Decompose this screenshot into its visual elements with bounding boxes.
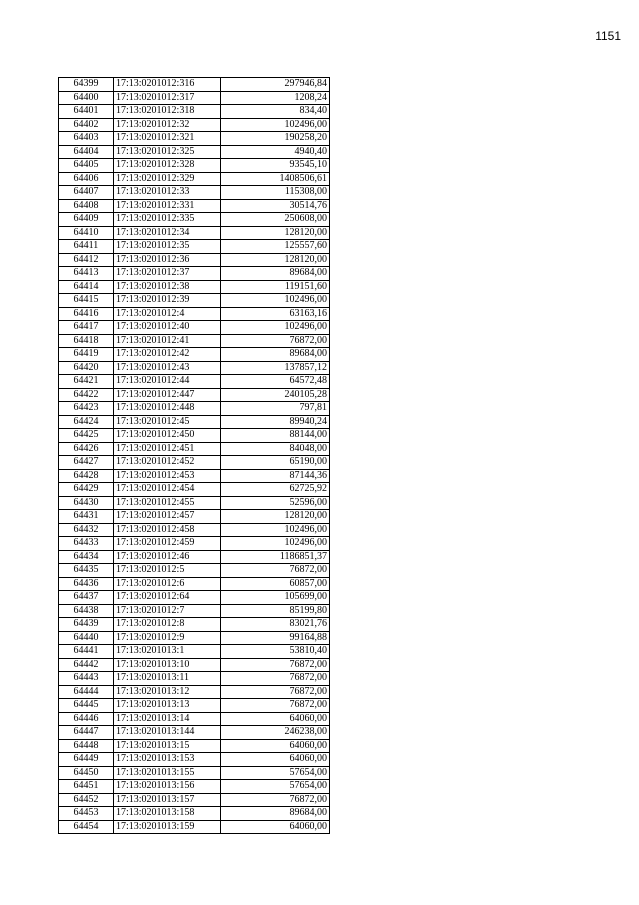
row-number-cell: 64399 — [59, 78, 114, 92]
cadastral-number-cell: 17:13:0201012:33 — [114, 186, 221, 200]
table-body — [59, 78, 330, 834]
cadastral-number-cell: 17:13:0201013:15 — [114, 739, 221, 753]
row-number-cell: 64427 — [59, 456, 114, 470]
cadastral-value-cell: 246238,00 — [221, 726, 330, 740]
cadastral-number-cell: 17:13:0201012:41 — [114, 334, 221, 348]
row-number-cell: 64452 — [59, 793, 114, 807]
cadastral-number-cell: 17:13:0201012:458 — [114, 523, 221, 537]
cadastral-number-cell: 17:13:0201012:42 — [114, 348, 221, 362]
row-number-cell: 64436 — [59, 577, 114, 591]
row-number-cell: 64414 — [59, 280, 114, 294]
table-row — [59, 658, 330, 672]
cadastral-number-cell: 17:13:0201012:37 — [114, 267, 221, 281]
table-row — [59, 334, 330, 348]
row-number-cell: 64439 — [59, 618, 114, 632]
cadastral-value-cell: 105699,00 — [221, 591, 330, 605]
cadastral-number-cell: 17:13:0201012:450 — [114, 429, 221, 443]
cadastral-value-cell: 62725,92 — [221, 483, 330, 497]
cadastral-value-cell: 76872,00 — [221, 658, 330, 672]
cadastral-number-cell: 17:13:0201013:153 — [114, 753, 221, 767]
cadastral-value-cell: 57654,00 — [221, 780, 330, 794]
cadastral-value-cell: 88144,00 — [221, 429, 330, 443]
cadastral-value-cell: 240105,28 — [221, 388, 330, 402]
cadastral-value-cell: 1408506,61 — [221, 172, 330, 186]
cadastral-value-cell: 64060,00 — [221, 820, 330, 834]
table-row — [59, 591, 330, 605]
cadastral-number-cell: 17:13:0201013:1 — [114, 645, 221, 659]
cadastral-number-cell: 17:13:0201012:329 — [114, 172, 221, 186]
row-number-cell: 64408 — [59, 199, 114, 213]
cadastral-value-cell: 84048,00 — [221, 442, 330, 456]
table-row — [59, 321, 330, 335]
cadastral-value-cell: 85199,80 — [221, 604, 330, 618]
table-row — [59, 766, 330, 780]
row-number-cell: 64431 — [59, 510, 114, 524]
table-row — [59, 348, 330, 362]
table-row — [59, 510, 330, 524]
cadastral-number-cell: 17:13:0201013:11 — [114, 672, 221, 686]
cadastral-number-cell: 17:13:0201013:157 — [114, 793, 221, 807]
row-number-cell: 64443 — [59, 672, 114, 686]
row-number-cell: 64419 — [59, 348, 114, 362]
row-number-cell: 64420 — [59, 361, 114, 375]
table-row — [59, 186, 330, 200]
cadastral-number-cell: 17:13:0201012:39 — [114, 294, 221, 308]
cadastral-value-cell: 64060,00 — [221, 739, 330, 753]
table-row — [59, 672, 330, 686]
row-number-cell: 64402 — [59, 118, 114, 132]
cadastral-value-cell: 1208,24 — [221, 91, 330, 105]
table-row — [59, 699, 330, 713]
cadastral-number-cell: 17:13:0201012:448 — [114, 402, 221, 416]
cadastral-value-cell: 63163,16 — [221, 307, 330, 321]
cadastral-number-cell: 17:13:0201012:36 — [114, 253, 221, 267]
table-row — [59, 483, 330, 497]
cadastral-number-cell: 17:13:0201012:452 — [114, 456, 221, 470]
row-number-cell: 64413 — [59, 267, 114, 281]
cadastral-value-cell: 89684,00 — [221, 348, 330, 362]
row-number-cell: 64422 — [59, 388, 114, 402]
cadastral-number-cell: 17:13:0201012:328 — [114, 159, 221, 173]
cadastral-number-cell: 17:13:0201012:459 — [114, 537, 221, 551]
table-row — [59, 456, 330, 470]
table-row — [59, 577, 330, 591]
row-number-cell: 64453 — [59, 807, 114, 821]
table-row — [59, 294, 330, 308]
cadastral-number-cell: 17:13:0201012:457 — [114, 510, 221, 524]
table-row — [59, 618, 330, 632]
table-row — [59, 307, 330, 321]
row-number-cell: 64442 — [59, 658, 114, 672]
row-number-cell: 64409 — [59, 213, 114, 227]
cadastral-number-cell: 17:13:0201012:8 — [114, 618, 221, 632]
cadastral-value-cell: 64060,00 — [221, 712, 330, 726]
cadastral-number-cell: 17:13:0201012:7 — [114, 604, 221, 618]
cadastral-value-cell: 115308,00 — [221, 186, 330, 200]
row-number-cell: 64423 — [59, 402, 114, 416]
cadastral-number-cell: 17:13:0201012:45 — [114, 415, 221, 429]
cadastral-value-cell: 30514,76 — [221, 199, 330, 213]
table-row — [59, 807, 330, 821]
row-number-cell: 64444 — [59, 685, 114, 699]
row-number-cell: 64454 — [59, 820, 114, 834]
cadastral-number-cell: 17:13:0201012:6 — [114, 577, 221, 591]
row-number-cell: 64418 — [59, 334, 114, 348]
row-number-cell: 64434 — [59, 550, 114, 564]
cadastral-value-cell: 128120,00 — [221, 253, 330, 267]
table-row — [59, 739, 330, 753]
row-number-cell: 64412 — [59, 253, 114, 267]
cadastral-number-cell: 17:13:0201013:156 — [114, 780, 221, 794]
cadastral-number-cell: 17:13:0201013:10 — [114, 658, 221, 672]
row-number-cell: 64401 — [59, 105, 114, 119]
row-number-cell: 64441 — [59, 645, 114, 659]
cadastral-value-cell: 102496,00 — [221, 118, 330, 132]
cadastral-number-cell: 17:13:0201013:14 — [114, 712, 221, 726]
cadastral-number-cell: 17:13:0201012:34 — [114, 226, 221, 240]
cadastral-value-cell: 102496,00 — [221, 537, 330, 551]
cadastral-value-cell: 76872,00 — [221, 672, 330, 686]
row-number-cell: 64451 — [59, 780, 114, 794]
table-row — [59, 442, 330, 456]
row-number-cell: 64403 — [59, 132, 114, 146]
table-row — [59, 402, 330, 416]
row-number-cell: 64421 — [59, 375, 114, 389]
table-row — [59, 604, 330, 618]
cadastral-value-cell: 125557,60 — [221, 240, 330, 254]
row-number-cell: 64406 — [59, 172, 114, 186]
cadastral-number-cell: 17:13:0201012:316 — [114, 78, 221, 92]
table-row — [59, 793, 330, 807]
cadastral-value-cell: 250608,00 — [221, 213, 330, 227]
row-number-cell: 64435 — [59, 564, 114, 578]
row-number-cell: 64448 — [59, 739, 114, 753]
row-number-cell: 64432 — [59, 523, 114, 537]
page-number: 1151 — [595, 29, 621, 43]
cadastral-value-cell: 128120,00 — [221, 226, 330, 240]
row-number-cell: 64437 — [59, 591, 114, 605]
row-number-cell: 64416 — [59, 307, 114, 321]
table-row — [59, 726, 330, 740]
table-row — [59, 712, 330, 726]
cadastral-number-cell: 17:13:0201012:447 — [114, 388, 221, 402]
cadastral-number-cell: 17:13:0201013:158 — [114, 807, 221, 821]
row-number-cell: 64450 — [59, 766, 114, 780]
cadastral-value-cell: 53810,40 — [221, 645, 330, 659]
cadastral-value-cell: 93545,10 — [221, 159, 330, 173]
table-row — [59, 159, 330, 173]
cadastral-value-cell: 119151,60 — [221, 280, 330, 294]
table-row — [59, 172, 330, 186]
table-row — [59, 523, 330, 537]
table-row — [59, 820, 330, 834]
cadastral-number-cell: 17:13:0201012:335 — [114, 213, 221, 227]
cadastral-number-cell: 17:13:0201013:155 — [114, 766, 221, 780]
table-row — [59, 132, 330, 146]
cadastral-value-cell: 102496,00 — [221, 321, 330, 335]
cadastral-number-cell: 17:13:0201012:318 — [114, 105, 221, 119]
table-row — [59, 253, 330, 267]
row-number-cell: 64407 — [59, 186, 114, 200]
cadastral-number-cell: 17:13:0201012:455 — [114, 496, 221, 510]
row-number-cell: 64433 — [59, 537, 114, 551]
table-row — [59, 496, 330, 510]
table-row — [59, 145, 330, 159]
cadastral-value-table — [58, 77, 330, 834]
cadastral-value-cell: 4940,40 — [221, 145, 330, 159]
table-row — [59, 631, 330, 645]
cadastral-number-cell: 17:13:0201012:321 — [114, 132, 221, 146]
cadastral-value-cell: 65190,00 — [221, 456, 330, 470]
table-row — [59, 780, 330, 794]
cadastral-value-cell: 190258,20 — [221, 132, 330, 146]
cadastral-number-cell: 17:13:0201012:331 — [114, 199, 221, 213]
cadastral-value-cell: 137857,12 — [221, 361, 330, 375]
cadastral-value-cell: 89684,00 — [221, 807, 330, 821]
table-row — [59, 753, 330, 767]
cadastral-number-cell: 17:13:0201012:38 — [114, 280, 221, 294]
cadastral-number-cell: 17:13:0201013:159 — [114, 820, 221, 834]
cadastral-number-cell: 17:13:0201013:13 — [114, 699, 221, 713]
table-row — [59, 199, 330, 213]
table-row — [59, 415, 330, 429]
table-row — [59, 645, 330, 659]
cadastral-value-cell: 76872,00 — [221, 685, 330, 699]
cadastral-value-cell: 60857,00 — [221, 577, 330, 591]
row-number-cell: 64445 — [59, 699, 114, 713]
row-number-cell: 64428 — [59, 469, 114, 483]
cadastral-number-cell: 17:13:0201012:64 — [114, 591, 221, 605]
row-number-cell: 64429 — [59, 483, 114, 497]
table-row — [59, 91, 330, 105]
cadastral-value-cell: 64060,00 — [221, 753, 330, 767]
row-number-cell: 64446 — [59, 712, 114, 726]
cadastral-value-cell: 89684,00 — [221, 267, 330, 281]
table-row — [59, 105, 330, 119]
table-row — [59, 537, 330, 551]
table-row — [59, 280, 330, 294]
table-row — [59, 213, 330, 227]
cadastral-number-cell: 17:13:0201012:317 — [114, 91, 221, 105]
row-number-cell: 64417 — [59, 321, 114, 335]
row-number-cell: 64425 — [59, 429, 114, 443]
cadastral-value-cell: 57654,00 — [221, 766, 330, 780]
cadastral-number-cell: 17:13:0201012:35 — [114, 240, 221, 254]
cadastral-value-cell: 834,40 — [221, 105, 330, 119]
cadastral-value-cell: 1186851,37 — [221, 550, 330, 564]
cadastral-value-cell: 83021,76 — [221, 618, 330, 632]
cadastral-number-cell: 17:13:0201012:32 — [114, 118, 221, 132]
cadastral-value-cell: 128120,00 — [221, 510, 330, 524]
cadastral-value-cell: 76872,00 — [221, 564, 330, 578]
table-row — [59, 429, 330, 443]
row-number-cell: 64400 — [59, 91, 114, 105]
table-row — [59, 375, 330, 389]
row-number-cell: 64411 — [59, 240, 114, 254]
row-number-cell: 64405 — [59, 159, 114, 173]
cadastral-number-cell: 17:13:0201012:46 — [114, 550, 221, 564]
cadastral-number-cell: 17:13:0201012:325 — [114, 145, 221, 159]
cadastral-number-cell: 17:13:0201012:44 — [114, 375, 221, 389]
row-number-cell: 64440 — [59, 631, 114, 645]
table-row — [59, 226, 330, 240]
cadastral-value-cell: 297946,84 — [221, 78, 330, 92]
cadastral-value-cell: 89940,24 — [221, 415, 330, 429]
row-number-cell: 64449 — [59, 753, 114, 767]
cadastral-number-cell: 17:13:0201012:454 — [114, 483, 221, 497]
cadastral-value-cell: 99164,88 — [221, 631, 330, 645]
table-row — [59, 118, 330, 132]
cadastral-number-cell: 17:13:0201012:453 — [114, 469, 221, 483]
cadastral-number-cell: 17:13:0201012:40 — [114, 321, 221, 335]
row-number-cell: 64404 — [59, 145, 114, 159]
table-row — [59, 78, 330, 92]
table-row — [59, 240, 330, 254]
cadastral-number-cell: 17:13:0201012:5 — [114, 564, 221, 578]
row-number-cell: 64430 — [59, 496, 114, 510]
table-row — [59, 361, 330, 375]
cadastral-value-cell: 76872,00 — [221, 793, 330, 807]
cadastral-value-cell: 76872,00 — [221, 699, 330, 713]
row-number-cell: 64415 — [59, 294, 114, 308]
table-row — [59, 550, 330, 564]
cadastral-number-cell: 17:13:0201012:9 — [114, 631, 221, 645]
cadastral-value-cell: 64572,48 — [221, 375, 330, 389]
cadastral-number-cell: 17:13:0201012:43 — [114, 361, 221, 375]
cadastral-value-cell: 102496,00 — [221, 523, 330, 537]
cadastral-value-cell: 102496,00 — [221, 294, 330, 308]
cadastral-number-cell: 17:13:0201013:144 — [114, 726, 221, 740]
table-row — [59, 388, 330, 402]
cadastral-number-cell: 17:13:0201012:4 — [114, 307, 221, 321]
row-number-cell: 64447 — [59, 726, 114, 740]
table-row — [59, 685, 330, 699]
row-number-cell: 64438 — [59, 604, 114, 618]
cadastral-number-cell: 17:13:0201012:451 — [114, 442, 221, 456]
cadastral-value-cell: 52596,00 — [221, 496, 330, 510]
row-number-cell: 64410 — [59, 226, 114, 240]
cadastral-value-cell: 76872,00 — [221, 334, 330, 348]
cadastral-value-cell: 87144,36 — [221, 469, 330, 483]
table-row — [59, 267, 330, 281]
table-row — [59, 469, 330, 483]
cadastral-number-cell: 17:13:0201013:12 — [114, 685, 221, 699]
row-number-cell: 64424 — [59, 415, 114, 429]
row-number-cell: 64426 — [59, 442, 114, 456]
table-row — [59, 564, 330, 578]
cadastral-value-cell: 797,81 — [221, 402, 330, 416]
